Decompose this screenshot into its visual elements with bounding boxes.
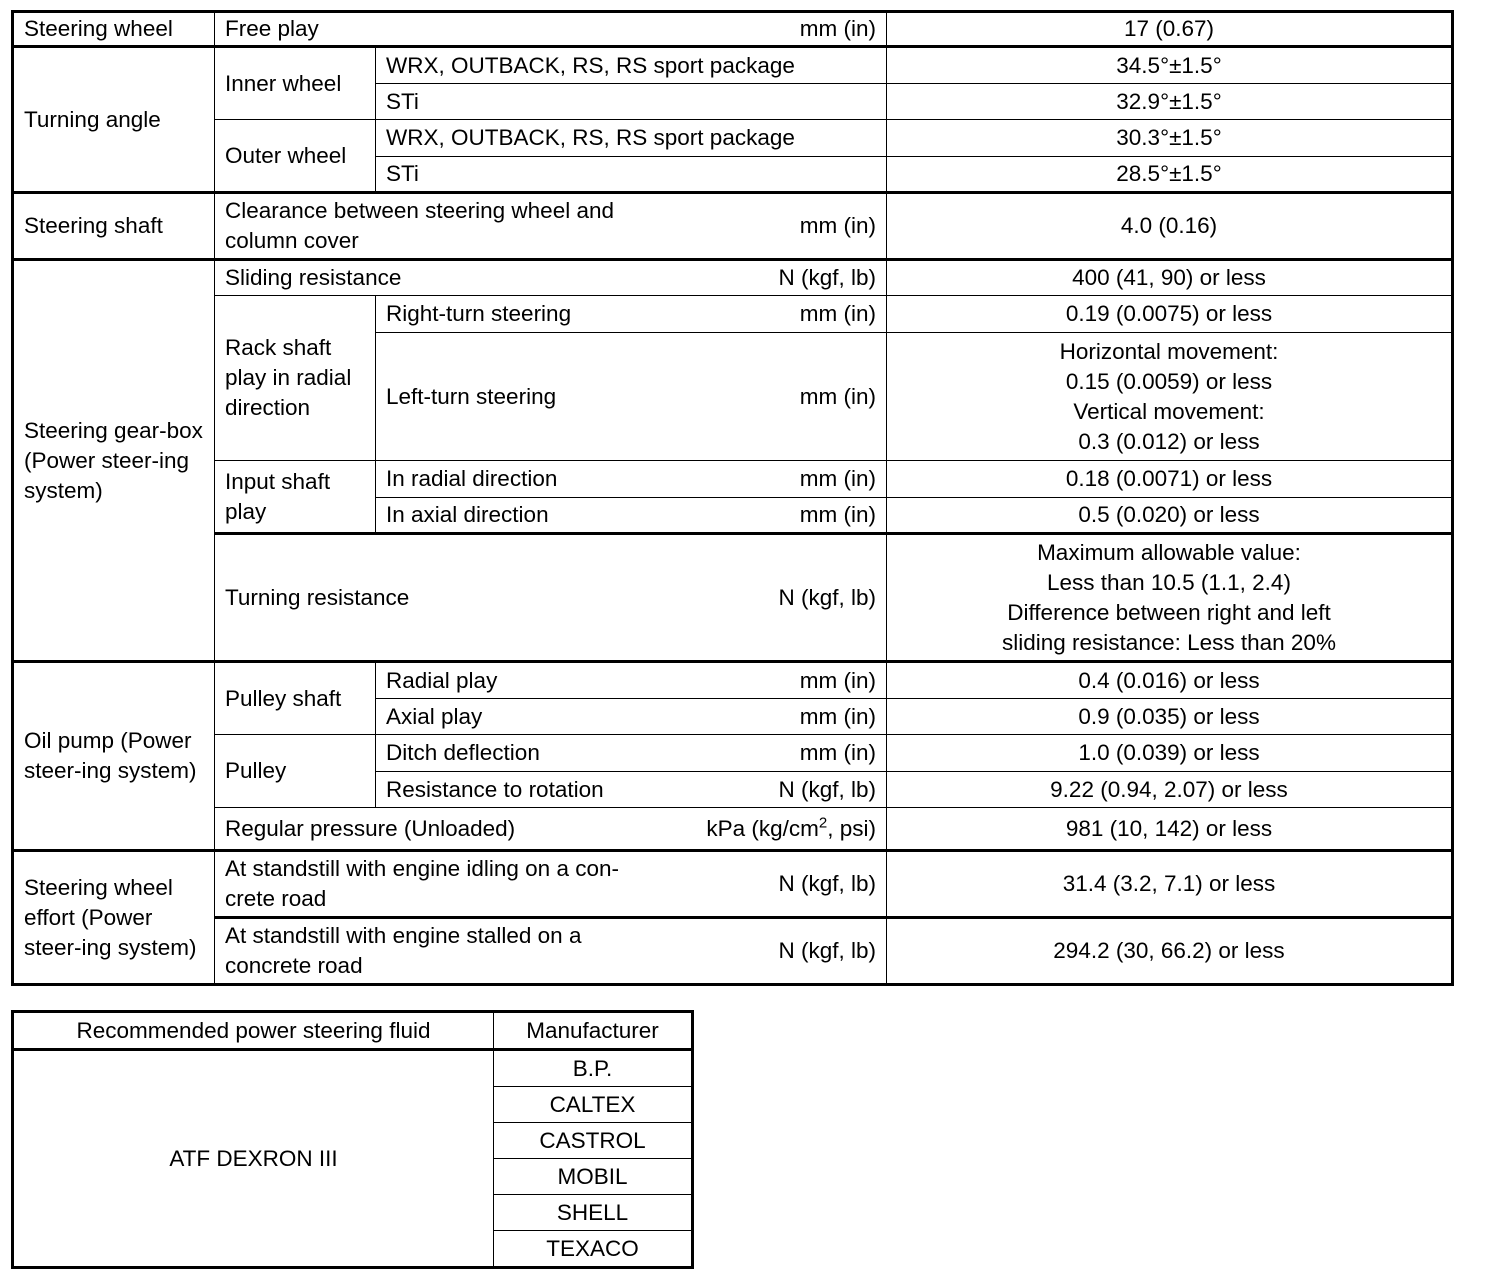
value-axial-direction: 0.5 (0.020) or less bbox=[887, 498, 1453, 534]
manufacturer-cell: CASTROL bbox=[494, 1123, 693, 1159]
unit-label: mm (in) bbox=[799, 502, 876, 527]
unit-label: mm (in) bbox=[799, 213, 876, 238]
item-idling: At standstill with engine idling on a con-crete road bbox=[225, 856, 619, 911]
item-right-turn: Right-turn steering bbox=[386, 301, 572, 326]
value-free-play: 17 (0.67) bbox=[887, 12, 1453, 47]
table-row bbox=[13, 296, 1453, 333]
sub-label-input-shaft: Input shaft play bbox=[215, 461, 376, 534]
unit-label: mm (in) bbox=[799, 301, 876, 326]
table-row bbox=[13, 534, 1453, 662]
value-line: Less than 10.5 (1.1, 2.4) bbox=[1047, 569, 1291, 595]
item-free-play: Free play bbox=[225, 16, 319, 41]
table-row bbox=[13, 12, 1453, 47]
group-label-gearbox: Steering gear-box (Power steer-ing system) bbox=[13, 260, 215, 662]
manufacturer-cell: TEXACO bbox=[494, 1231, 693, 1268]
value-line: Vertical movement: bbox=[1073, 398, 1265, 424]
value-line: 0.3 (0.012) or less bbox=[1078, 428, 1260, 454]
unit-label: N (kgf, lb) bbox=[778, 265, 876, 290]
item-axial-play: Axial play bbox=[386, 703, 483, 729]
item-axial-direction: In axial direction bbox=[386, 502, 549, 527]
table-row bbox=[13, 662, 1453, 699]
header-fluid: Recommended power steering fluid bbox=[13, 1012, 494, 1050]
manufacturer-cell: CALTEX bbox=[494, 1087, 693, 1123]
group-label-turning-angle: Turning angle bbox=[13, 47, 215, 193]
value-axial-play: 0.9 (0.035) or less bbox=[887, 699, 1453, 735]
value-outer-wrx: 30.3°±1.5° bbox=[887, 120, 1453, 157]
fluid-name: ATF DEXRON III bbox=[13, 1050, 494, 1268]
unit-label: N (kgf, lb) bbox=[778, 938, 876, 963]
steering-spec-table bbox=[11, 10, 1454, 986]
unit-label: mm (in) bbox=[799, 740, 876, 765]
value-sliding-resistance: 400 (41, 90) or less bbox=[887, 260, 1453, 296]
item-inner-sti: STi bbox=[376, 84, 887, 120]
table-row bbox=[13, 193, 1453, 260]
header-manufacturer: Manufacturer bbox=[494, 1012, 693, 1050]
group-label-steering-wheel: Steering wheel bbox=[13, 12, 215, 47]
table-row bbox=[13, 808, 1453, 851]
sub-label-outer-wheel: Outer wheel bbox=[215, 120, 376, 193]
group-label-steering-shaft: Steering shaft bbox=[13, 193, 215, 260]
value-turning-resistance bbox=[887, 534, 1453, 662]
table-row bbox=[13, 851, 1453, 918]
unit-label: mm (in) bbox=[799, 466, 876, 491]
table-row bbox=[13, 47, 1453, 84]
value-radial-play: 0.4 (0.016) or less bbox=[887, 662, 1453, 699]
unit-label: mm (in) bbox=[799, 703, 876, 729]
sub-label-inner-wheel: Inner wheel bbox=[215, 47, 376, 120]
value-resistance-rotation: 9.22 (0.94, 2.07) or less bbox=[887, 772, 1453, 808]
unit-superscript: 2 bbox=[818, 814, 828, 831]
manufacturer-cell: B.P. bbox=[494, 1050, 693, 1087]
item-clearance: Clearance between steering wheel and column cover bbox=[225, 198, 615, 253]
unit-text: , psi) bbox=[827, 815, 876, 841]
value-line: 0.15 (0.0059) or less bbox=[1065, 368, 1273, 394]
unit-text: kPa (kg/cm bbox=[706, 815, 819, 841]
item-turning-resistance: Turning resistance bbox=[225, 584, 410, 610]
value-stalled: 294.2 (30, 66.2) or less bbox=[887, 918, 1453, 985]
sub-label-pulley-shaft: Pulley shaft bbox=[215, 662, 376, 735]
unit-label: N (kgf, lb) bbox=[778, 776, 876, 802]
item-outer-wrx: WRX, OUTBACK, RS, RS sport package bbox=[376, 120, 887, 157]
unit-label: N (kgf, lb) bbox=[778, 871, 876, 896]
value-regular-pressure: 981 (10, 142) or less bbox=[887, 808, 1453, 851]
fluid-table bbox=[11, 1010, 694, 1269]
table-row bbox=[13, 260, 1453, 296]
table-header-row bbox=[13, 1012, 693, 1050]
item-stalled: At standstill with engine stalled on a concrete road bbox=[225, 923, 582, 978]
item-regular-pressure: Regular pressure (Unloaded) bbox=[225, 815, 516, 841]
unit-label: mm (in) bbox=[799, 667, 876, 693]
table-row bbox=[13, 461, 1453, 498]
unit-label: mm (in) bbox=[799, 16, 876, 41]
value-radial-direction: 0.18 (0.0071) or less bbox=[887, 461, 1453, 498]
table-row bbox=[13, 120, 1453, 157]
item-sliding-resistance: Sliding resistance bbox=[225, 265, 402, 290]
group-label-oil-pump: Oil pump (Power steer-ing system) bbox=[13, 662, 215, 851]
value-line: Horizontal movement: bbox=[1059, 338, 1279, 364]
table-row bbox=[13, 918, 1453, 985]
value-idling: 31.4 (3.2, 7.1) or less bbox=[887, 851, 1453, 918]
item-resistance-rotation: Resistance to rotation bbox=[386, 776, 604, 802]
value-outer-sti: 28.5°±1.5° bbox=[887, 157, 1453, 193]
value-clearance: 4.0 (0.16) bbox=[887, 193, 1453, 260]
value-line: Difference between right and left bbox=[1007, 599, 1331, 625]
unit-label: N (kgf, lb) bbox=[778, 584, 876, 610]
value-line: sliding resistance: Less than 20% bbox=[1002, 629, 1336, 655]
value-right-turn: 0.19 (0.0075) or less bbox=[887, 296, 1453, 333]
item-inner-wrx: WRX, OUTBACK, RS, RS sport package bbox=[376, 47, 887, 84]
value-inner-sti: 32.9°±1.5° bbox=[887, 84, 1453, 120]
unit-label: mm (in) bbox=[799, 383, 876, 409]
manufacturer-cell: SHELL bbox=[494, 1195, 693, 1231]
unit-label bbox=[706, 814, 876, 844]
group-label-effort: Steering wheel effort (Power steer-ing system) bbox=[13, 851, 215, 985]
manufacturer-cell: MOBIL bbox=[494, 1159, 693, 1195]
value-ditch-deflection: 1.0 (0.039) or less bbox=[887, 735, 1453, 772]
item-radial-play: Radial play bbox=[386, 667, 498, 693]
table-row bbox=[13, 735, 1453, 772]
value-inner-wrx: 34.5°±1.5° bbox=[887, 47, 1453, 84]
item-outer-sti: STi bbox=[376, 157, 887, 193]
sub-label-pulley: Pulley bbox=[215, 735, 376, 808]
value-left-turn bbox=[887, 333, 1453, 461]
item-left-turn: Left-turn steering bbox=[386, 383, 557, 409]
item-radial-direction: In radial direction bbox=[386, 466, 558, 491]
item-ditch-deflection: Ditch deflection bbox=[386, 740, 540, 765]
sub-label-rack-shaft: Rack shaft play in radial direction bbox=[215, 296, 376, 461]
value-line: Maximum allowable value: bbox=[1037, 539, 1301, 565]
table-row bbox=[13, 1050, 693, 1087]
